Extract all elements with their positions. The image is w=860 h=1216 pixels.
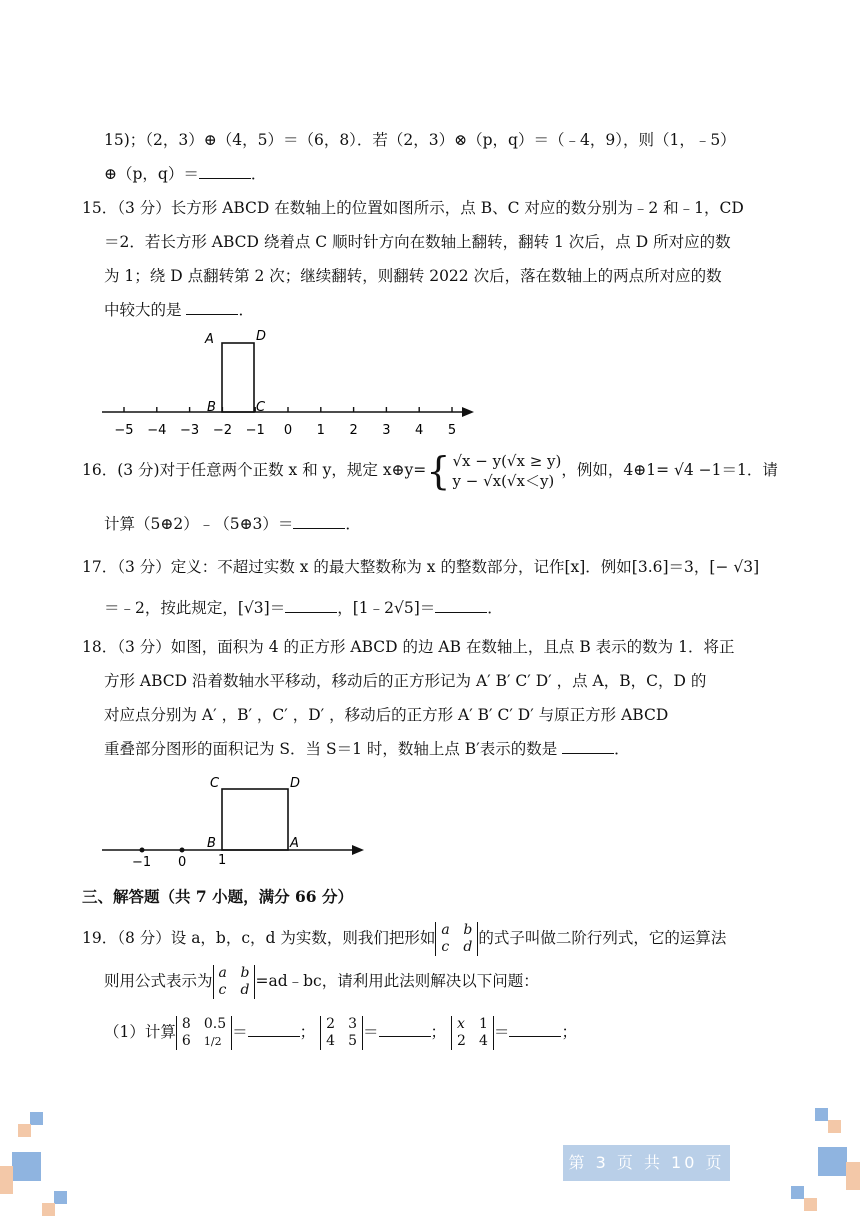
- answer-blank-15[interactable]: [186, 300, 238, 315]
- label-d: D: [256, 329, 267, 344]
- square-abcd: [222, 789, 288, 850]
- q17-line-1: 17．（3 分）定义：不超过实数 x 的最大整数称为 x 的整数部分，记作[x]．例如[3.6]＝3，[− √3]: [82, 558, 760, 576]
- q15-line-3: 为 1；绕 D 点翻转第 2 次；继续翻转，则翻转 2022 次后，落在数轴上的两点所对应的数: [104, 267, 722, 285]
- answer-blank-19-2[interactable]: [379, 1022, 431, 1037]
- tick-label-zero: 0: [178, 855, 187, 870]
- q15-line-4: 中较大的是 ．: [104, 301, 254, 319]
- tick-label: −3: [180, 423, 200, 438]
- label-d-2: D: [290, 776, 301, 791]
- determinant-1: 8 0.5 6 1/2: [176, 1016, 232, 1050]
- line2-text: ⊕（p，q）＝: [104, 165, 199, 183]
- figure-rectangle-number-line: [96, 325, 486, 445]
- q18-line-4: 重叠部分图形的面积记为 S．当 S＝1 时，数轴上点 B′表示的数是 ．: [104, 740, 630, 758]
- answer-blank-14[interactable]: [199, 164, 251, 179]
- label-c: C: [256, 400, 266, 415]
- answer-blank-17b[interactable]: [435, 598, 487, 613]
- q18-line-1: 18．（3 分）如图，面积为 4 的正方形 ABCD 的边 AB 在数轴上，且点 B 表示的数为 1．将正: [82, 638, 735, 656]
- tick-label-one: 1: [218, 853, 227, 868]
- piecewise-cases: √x − y(√x ≥ y) y − √x(√x＜y): [452, 452, 562, 490]
- tick-label: −5: [114, 423, 134, 438]
- axis-arrow-icon: [462, 407, 474, 417]
- q16-line-1: 16．(3 分)对于任意两个正数 x 和 y，规定 x⊕y={ √x − y(√x ≥ y) y − √x(√x＜y) ，例如，4⊕1= √4 −1＝1．请: [82, 449, 778, 493]
- label-a-2: A: [290, 836, 299, 851]
- tick-label: 3: [382, 423, 391, 438]
- label-b-2: B: [207, 836, 216, 851]
- answer-blank-19-1[interactable]: [248, 1022, 300, 1037]
- answer-blank-17a[interactable]: [285, 598, 337, 613]
- tick-label: 1: [316, 423, 325, 438]
- page-footer: 第 3 页 共 10 页: [563, 1145, 730, 1181]
- q19-part1: （1）计算 8 0.5 6 1/2 ＝ ； 2 3 4 5 ＝ ； x 1 2 4 ＝ ；: [104, 1016, 577, 1049]
- determinant-symbolic: a b c d: [435, 922, 478, 956]
- label-c-2: C: [210, 776, 220, 791]
- label-a: A: [205, 332, 214, 347]
- continued-line-1: 15)；（2，3）⊕（4，5）＝（6，8）．若（2，3）⊗（p，q）＝（﹣4，9），则（1，﹣5）: [104, 131, 736, 149]
- q15-line-2: ＝2．若长方形 ABCD 绕着点 C 顺时针方向在数轴上翻转，翻转 1 次后，点 D 所对应的数: [104, 233, 731, 251]
- answer-blank-19-3[interactable]: [509, 1022, 561, 1037]
- point-zero: [180, 848, 185, 853]
- q15-line-1: 15．（3 分）长方形 ABCD 在数轴上的位置如图所示，点 B、C 对应的数分别为﹣2 和﹣1，CD: [82, 199, 744, 217]
- brace-icon: {: [426, 449, 451, 493]
- tick-label: 5: [447, 423, 457, 438]
- tick-label: 2: [349, 423, 358, 438]
- determinant-3: x 1 2 4: [451, 1016, 494, 1050]
- q19-line-2: 则用公式表示为 a b c d =ad﹣bc，请利用此法则解决以下问题：: [104, 965, 539, 998]
- figure-square-number-line: [96, 772, 376, 872]
- answer-blank-16[interactable]: [293, 514, 345, 529]
- q18-line-3: 对应点分别为 A′ ，B′ ，C′ ，D′ ，移动后的正方形 A′ B′ C′ D′ 与原正方形 ABCD: [104, 706, 669, 724]
- tick-label: −4: [147, 423, 167, 438]
- answer-blank-18[interactable]: [562, 739, 614, 754]
- tick-label: 4: [415, 423, 424, 438]
- point-minus-one: [140, 848, 145, 853]
- tick-label: 0: [283, 423, 293, 438]
- rectangle-abcd: [222, 343, 254, 412]
- axis-arrow-icon-2: [352, 845, 364, 855]
- tick-label: −2: [212, 423, 232, 438]
- q19-line-1: 19．（8 分）设 a，b，c，d 为实数，则我们把形如 a b c d 的式子叫做二阶行列式，它的运算法: [82, 922, 727, 955]
- q18-line-2: 方形 ABCD 沿着数轴水平移动，移动后的正方形记为 A′ B′ C′ D′ ，点 A，B，C，D 的: [104, 672, 707, 690]
- q17-line-2: ＝﹣2，按此规定，[√3]＝ ，[1﹣2√5]＝ ．: [104, 599, 503, 617]
- tick-label-minus-one: −1: [132, 855, 152, 870]
- determinant-formula: a b c d: [213, 965, 256, 999]
- determinant-2: 2 3 4 5: [320, 1016, 363, 1050]
- label-b: B: [207, 400, 216, 415]
- continued-line-2: ⊕（p，q）＝ ．: [104, 165, 267, 183]
- section-heading: 三、解答题（共 7 小题，满分 66 分）: [82, 887, 353, 906]
- tick-label: −1: [245, 423, 265, 438]
- q16-line-2: 计算（5⊕2）﹣（5⊕3）＝ ．: [104, 515, 361, 533]
